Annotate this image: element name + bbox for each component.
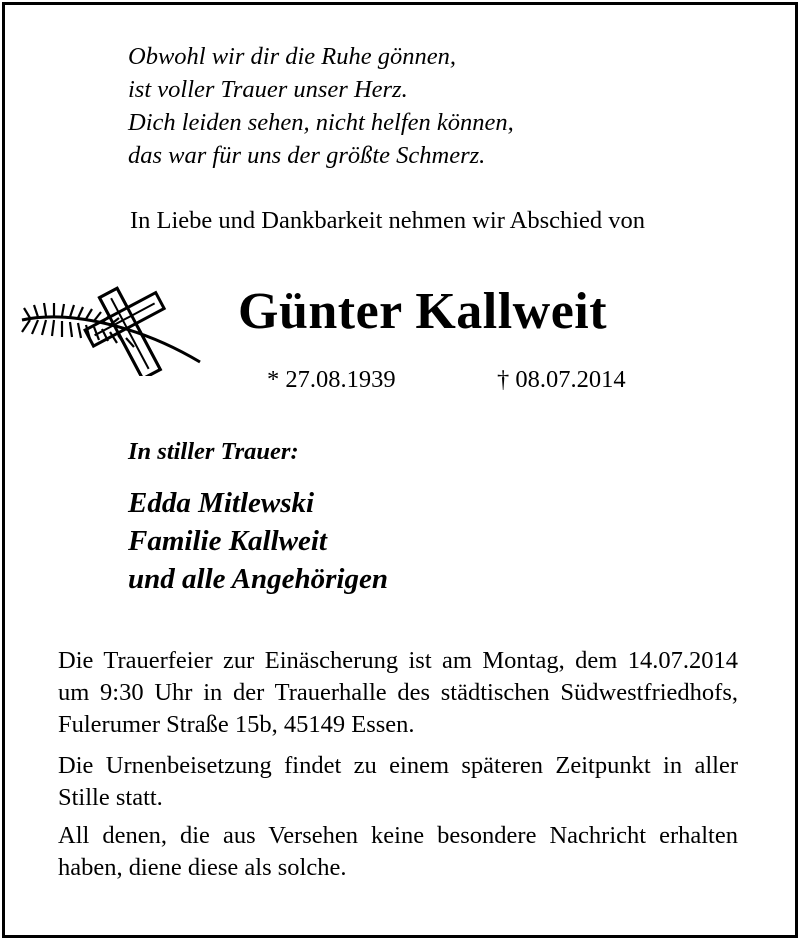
funeral-details-paragraph: Die Trauerfeier zur Einäscherung ist am Montag, dem 14.07.2014 um 9:30 Uhr in der Trauerhalle des städtischen Südwestfriedhofs, Fulerumer Straße 15b, 45149 Essen. (58, 647, 738, 738)
mourners-list (128, 484, 388, 598)
cross-with-palm-frond-icon (18, 280, 210, 376)
notice-paragraph: All denen, die aus Versehen keine besondere Nachricht erhalten haben, diene diese als solche. (58, 822, 738, 881)
poem-line: das war für uns der größte Schmerz. (128, 142, 486, 169)
poem-line: Dich leiden sehen, nicht helfen können, (128, 109, 514, 136)
deceased-name: Günter Kallweit (238, 283, 608, 340)
mourner-name: und alle Angehörigen (128, 563, 388, 595)
death-date: † 08.07.2014 (497, 366, 626, 393)
poem-line: Obwohl wir dir die Ruhe gönnen, (128, 43, 457, 70)
mourning-label: In stiller Trauer: (128, 438, 299, 465)
mourner-name: Edda Mitlewski (128, 487, 315, 519)
poem-line: ist voller Trauer unser Herz. (128, 76, 408, 103)
mourner-name: Familie Kallweit (128, 525, 327, 557)
poem (128, 40, 514, 172)
birth-date: * 27.08.1939 (267, 366, 396, 393)
farewell-intro: In Liebe und Dankbarkeit nehmen wir Abschied von (130, 207, 646, 234)
urn-burial-paragraph: Die Urnenbeisetzung findet zu einem späteren Zeitpunkt in aller Stille statt. (58, 752, 738, 811)
